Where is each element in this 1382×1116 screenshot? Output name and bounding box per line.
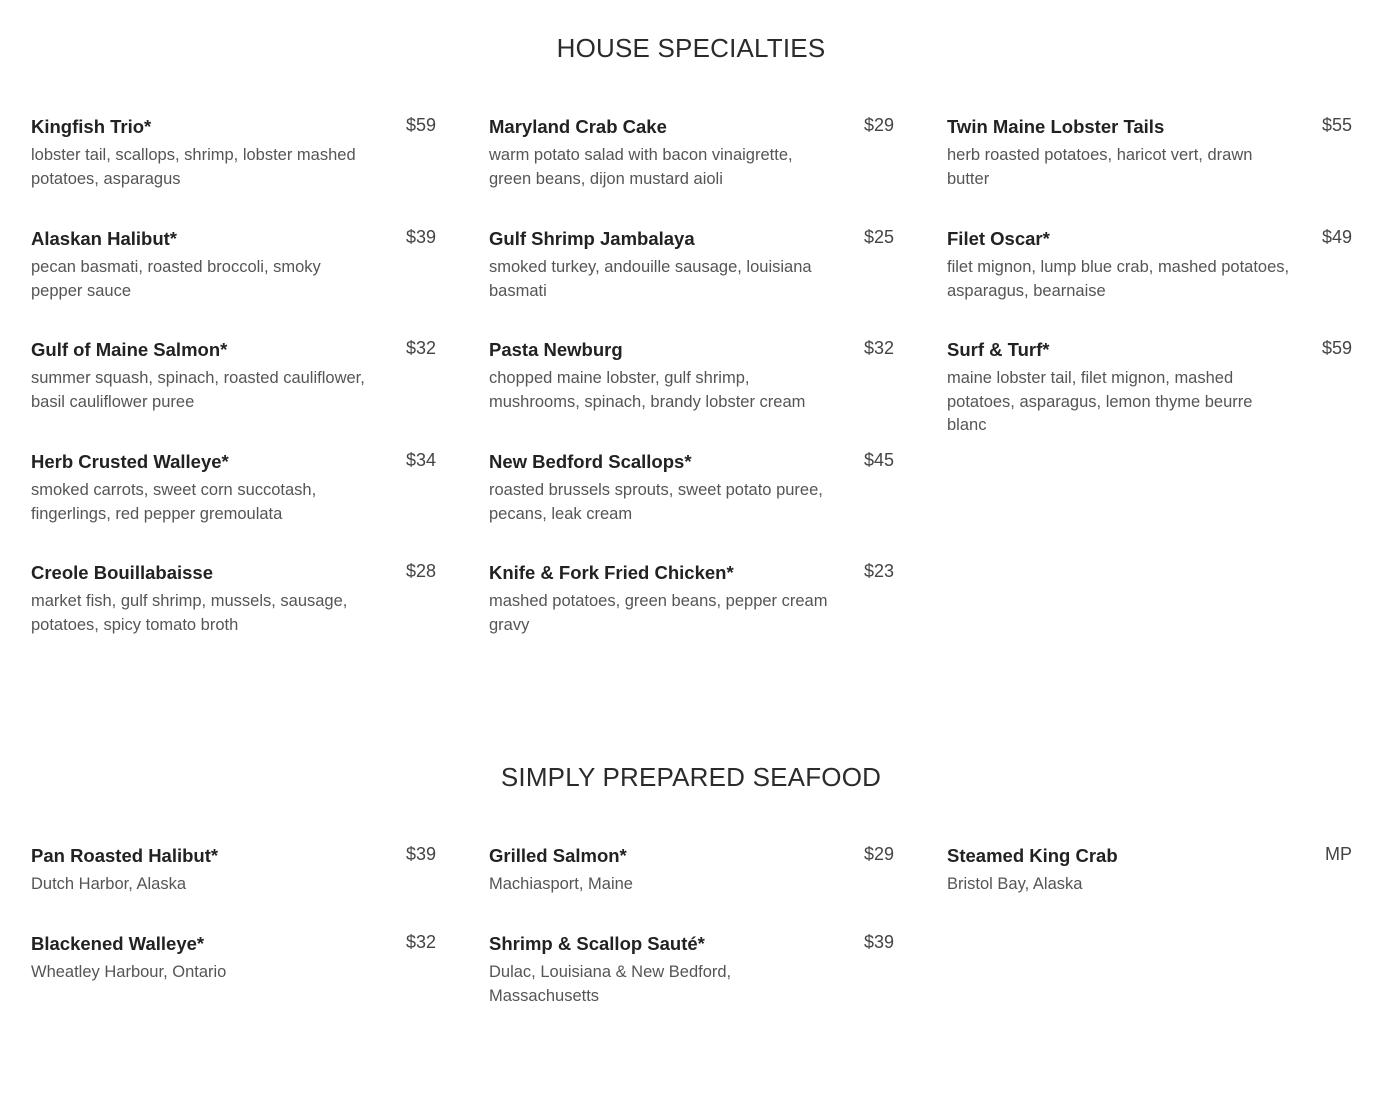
menu-item-price: $29 <box>863 115 894 135</box>
menu-item-name: Pasta Newburg <box>489 339 623 360</box>
section-title-simply-prepared-seafood: SIMPLY PREPARED SEAFOOD <box>500 762 882 792</box>
menu-item-name: Maryland Crab Cake <box>489 116 667 137</box>
menu-item <box>489 227 894 303</box>
menu-item <box>31 227 436 303</box>
menu-item-name: Gulf Shrimp Jambalaya <box>489 228 695 249</box>
menu-item-description: Machiasport, Maine <box>489 875 633 893</box>
menu-item-name: New Bedford Scallops* <box>489 451 692 472</box>
menu-item-description: Wheatley Harbour, Ontario <box>31 963 227 981</box>
menu-item-description: filet mignon, lump blue crab, mashed potatoes, asparagus, bearnaise <box>947 258 1290 300</box>
menu-item <box>489 561 894 637</box>
menu-item-name: Twin Maine Lobster Tails <box>947 116 1165 137</box>
menu-item-price: $39 <box>405 227 436 247</box>
menu-item <box>31 450 436 526</box>
menu-item-price: $23 <box>863 561 894 581</box>
menu-item-description: Dulac, Louisiana & New Bedford, Massachusetts <box>489 963 732 1005</box>
menu-item-name: Knife & Fork Fried Chicken* <box>489 562 734 583</box>
menu-item-price: $34 <box>405 450 436 470</box>
menu-item-description: roasted brussels sprouts, sweet potato puree, pecans, leak cream <box>489 481 823 523</box>
menu-item-price: $59 <box>405 115 436 135</box>
menu-item-price: $32 <box>405 932 436 952</box>
menu-item-price: $32 <box>863 338 894 358</box>
menu-item-description: chopped maine lobster, gulf shrimp, mushrooms, spinach, brandy lobster cream <box>489 369 806 411</box>
menu-item-price: MP <box>1325 844 1352 864</box>
menu-item-name: Grilled Salmon* <box>489 845 627 866</box>
section-title-house-specialties: HOUSE SPECIALTIES <box>556 33 826 63</box>
menu-item-description: herb roasted potatoes, haricot vert, drawn butter <box>947 146 1253 188</box>
menu-item-price: $25 <box>863 227 894 247</box>
menu-item <box>947 227 1352 303</box>
menu-item <box>489 338 894 414</box>
menu-item-name: Pan Roasted Halibut* <box>31 845 219 866</box>
menu-item-price: $59 <box>1321 338 1352 358</box>
menu-item-price: $29 <box>863 844 894 864</box>
menu-item-price: $28 <box>405 561 436 581</box>
menu-item-description: smoked turkey, andouille sausage, louisiana basmati <box>489 258 812 300</box>
menu-item-name: Herb Crusted Walleye* <box>31 451 229 472</box>
menu-item-name: Shrimp & Scallop Sauté* <box>489 933 705 954</box>
menu-item-description: summer squash, spinach, roasted cauliflower, basil cauliflower puree <box>31 369 365 411</box>
menu-item-price: $55 <box>1321 115 1352 135</box>
menu-item-description: smoked carrots, sweet corn succotash, fingerlings, red pepper gremoulata <box>31 481 317 523</box>
menu-item <box>31 338 436 414</box>
menu-item-description: pecan basmati, roasted broccoli, smoky pepper sauce <box>31 258 321 300</box>
menu-item <box>947 338 1352 438</box>
menu-item-price: $39 <box>863 932 894 952</box>
menu-item <box>947 115 1352 191</box>
menu-item <box>489 450 894 526</box>
menu-item-name: Creole Bouillabaisse <box>31 562 213 583</box>
menu-item-description: lobster tail, scallops, shrimp, lobster mashed potatoes, asparagus <box>31 146 356 188</box>
menu-item-name: Steamed King Crab <box>947 845 1118 866</box>
menu-item-price: $39 <box>405 844 436 864</box>
menu-item-description: Bristol Bay, Alaska <box>947 875 1083 893</box>
menu-item-name: Kingfish Trio* <box>31 116 152 137</box>
menu-item-name: Gulf of Maine Salmon* <box>31 339 228 360</box>
menu-item <box>489 115 894 191</box>
menu-item-price: $49 <box>1321 227 1352 247</box>
menu-item-name: Filet Oscar* <box>947 228 1050 249</box>
menu-item-description: maine lobster tail, filet mignon, mashed potatoes, asparagus, lemon thyme beurre blanc <box>947 369 1253 434</box>
menu-item <box>31 561 436 637</box>
menu-item-name: Surf & Turf* <box>947 339 1050 360</box>
menu-item <box>489 844 894 897</box>
menu-item-description: market fish, gulf shrimp, mussels, sausage, potatoes, spicy tomato broth <box>31 592 348 634</box>
menu-item-name: Blackened Walleye* <box>31 933 205 954</box>
menu-item <box>31 115 436 191</box>
menu-item-price: $32 <box>405 338 436 358</box>
menu-item-name: Alaskan Halibut* <box>31 228 177 249</box>
menu-item <box>31 844 436 897</box>
menu-item-description: mashed potatoes, green beans, pepper cream gravy <box>489 592 828 634</box>
menu-item-description: warm potato salad with bacon vinaigrette, green beans, dijon mustard aioli <box>489 146 793 188</box>
menu-item-description: Dutch Harbor, Alaska <box>31 875 186 893</box>
menu-item-price: $45 <box>863 450 894 470</box>
menu-item <box>31 932 436 985</box>
menu-item <box>489 932 894 1008</box>
menu-item <box>947 844 1352 897</box>
